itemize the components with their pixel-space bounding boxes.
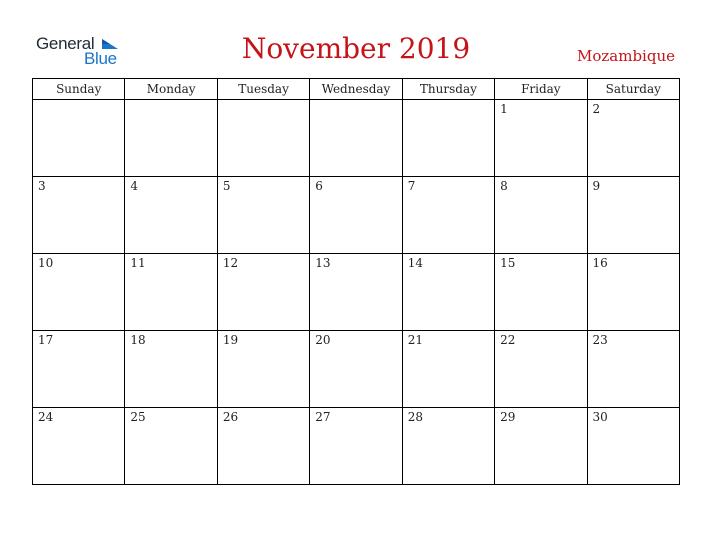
day-number: 13: [315, 256, 331, 270]
weekday-header-row: [33, 79, 680, 100]
weekday-wednesday: Wednesday: [310, 79, 402, 100]
day-number: 28: [407, 410, 423, 424]
day-cell: [587, 254, 679, 331]
day-number: 14: [407, 256, 423, 270]
day-number: 29: [500, 410, 516, 424]
day-number: 6: [315, 179, 323, 193]
day-number: 30: [592, 410, 608, 424]
day-number: 1: [500, 102, 508, 116]
day-cell: [310, 254, 402, 331]
day-number: 20: [315, 333, 331, 347]
logo-text-general: General: [36, 34, 95, 53]
day-cell: [33, 408, 125, 485]
day-number: 24: [38, 410, 54, 424]
day-cell: [310, 177, 402, 254]
day-cell: [33, 331, 125, 408]
day-number: [33, 100, 124, 102]
page-title: November 2019: [241, 32, 471, 65]
weekday-monday: Monday: [125, 79, 217, 100]
day-cell: [587, 408, 679, 485]
day-number: [218, 100, 309, 102]
week-row: [33, 408, 680, 485]
day-cell: [33, 100, 125, 177]
week-row: [33, 254, 680, 331]
day-cell: [125, 408, 217, 485]
day-cell: [217, 408, 309, 485]
day-cell: [125, 331, 217, 408]
weekday-saturday: Saturday: [587, 79, 679, 100]
day-number: [403, 100, 494, 102]
day-cell: [495, 254, 587, 331]
day-number: 5: [222, 179, 231, 193]
day-number: 25: [130, 410, 146, 424]
day-cell: [587, 177, 679, 254]
day-cell: [402, 408, 494, 485]
day-number: 17: [38, 333, 54, 347]
day-number: 26: [222, 410, 239, 424]
day-cell: [310, 408, 402, 485]
day-cell: [495, 100, 587, 177]
day-cell: [402, 254, 494, 331]
week-row: [33, 177, 680, 254]
day-number: 23: [592, 333, 608, 347]
day-number: 18: [130, 333, 146, 347]
day-cell: [217, 331, 309, 408]
weekday-thursday: Thursday: [402, 79, 494, 100]
calendar-body: [33, 100, 680, 485]
day-cell: [217, 177, 309, 254]
weekday-friday: Friday: [495, 79, 587, 100]
day-number: 9: [592, 179, 601, 193]
day-number: 7: [407, 179, 416, 193]
day-cell: [217, 254, 309, 331]
day-cell: [33, 177, 125, 254]
day-cell: [495, 408, 587, 485]
day-cell: [495, 331, 587, 408]
logo-text-blue: Blue: [84, 49, 117, 68]
day-number: 15: [500, 256, 516, 270]
day-number: 19: [222, 333, 239, 347]
day-cell: [125, 177, 217, 254]
day-number: 2: [592, 102, 601, 116]
day-number: 16: [592, 256, 608, 270]
day-cell: [587, 331, 679, 408]
weekday-sunday: Sunday: [33, 79, 125, 100]
day-cell: [310, 100, 402, 177]
day-cell: [33, 254, 125, 331]
day-number: 11: [130, 256, 146, 270]
day-cell: [217, 100, 309, 177]
day-number: 22: [500, 333, 516, 347]
day-cell: [402, 331, 494, 408]
weekday-tuesday: Tuesday: [217, 79, 309, 100]
day-number: [125, 100, 216, 102]
day-cell: [587, 100, 679, 177]
day-cell: [402, 100, 494, 177]
day-cell: [125, 100, 217, 177]
day-number: 4: [130, 179, 139, 193]
day-number: 27: [315, 410, 331, 424]
country-label: Mozambique: [577, 47, 675, 65]
day-cell: [402, 177, 494, 254]
day-number: 10: [38, 256, 54, 270]
week-row: [33, 100, 680, 177]
day-cell: [495, 177, 587, 254]
day-number: 21: [407, 333, 423, 347]
day-number: 8: [500, 179, 508, 193]
day-number: 3: [38, 179, 46, 193]
day-cell: [310, 331, 402, 408]
day-number: [310, 100, 401, 102]
calendar-grid: [32, 78, 680, 485]
day-number: 12: [222, 256, 239, 270]
week-row: [33, 331, 680, 408]
day-cell: [125, 254, 217, 331]
